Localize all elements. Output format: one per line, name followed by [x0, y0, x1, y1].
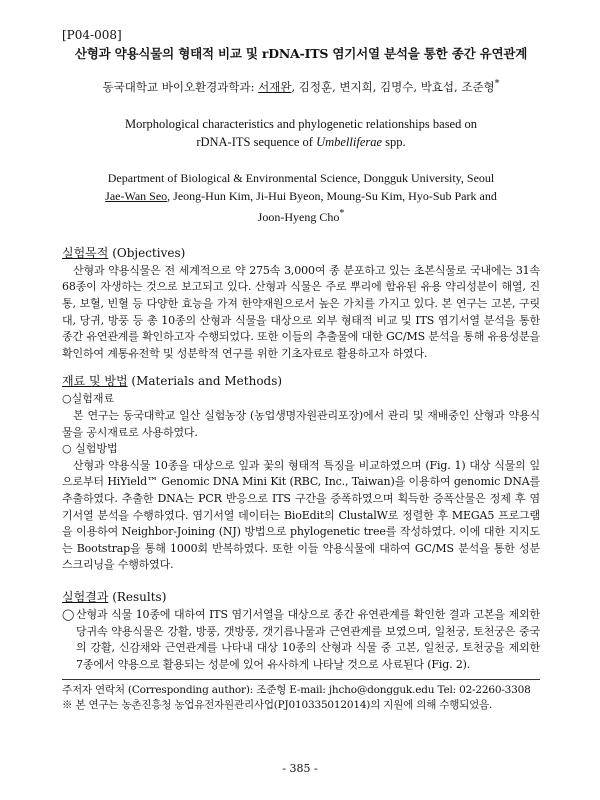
results-text: 산형과 식물 10종에 대하여 ITS 염기서열을 대상으로 종간 유연관계를 확인한 결과 고본을 제외한 당귀속 약용식물은 강활, 방풍, 갯방풍, 갯기름나물과 근연관계를 보였으며, 일천궁, 토천궁은 중국의 강활, 신감채와 근연관계를 나타내 대상 10종의 산형과 식물 중 고본, 일천궁, 토천궁을 제외한 7종에서 약용으로 활용되는 성분에 있어 유사하게 나타날 것으로 사료된다 (Fig. 2).	[76, 607, 540, 671]
affiliation-line1: Department of Biological & Environmental Science, Dongguk University, Seoul	[107, 170, 495, 185]
title-english-line1: Morphological characteristics and phylogenetic relationships based on	[125, 116, 477, 131]
abstract-page	[62, 28, 540, 713]
page-number: - 385 -	[282, 762, 318, 775]
results-heading-ko: 실험결과	[62, 589, 109, 604]
objectives-heading-ko: 실험목적	[62, 245, 109, 260]
funding-note: ※ 본 연구는 농촌진흥청 농업유전자원관리사업(PJ010335012014)의 지원에 의해 수행되었음.	[62, 699, 493, 712]
footer-notes	[62, 679, 540, 713]
results-heading	[62, 588, 540, 605]
methods-heading-ko: 재료 및 방법	[62, 374, 128, 389]
methods-heading-en: (Materials and Methods)	[127, 374, 283, 389]
title-english-line2-suffix: spp.	[382, 134, 406, 149]
affiliation-line3: Joon-Hyeng Cho	[257, 209, 340, 224]
authors-korean-rest: , 김정훈, 변지희, 김명수, 박효섭, 조준형	[291, 79, 495, 94]
corresponding-mark: *	[494, 78, 500, 89]
title-korean: 산형과 약용식물의 형태적 비교 및 rDNA-ITS 염기서열 분석을 통한 종간 유연관계	[74, 46, 528, 61]
methods-procedure-text: 산형과 약용식물 10종을 대상으로 잎과 꽃의 형태적 특징을 비교하였으며 (Fig. 1) 대상 식물의 잎으로부터 HiYield™ Genomic DNA Mini Kit (RBC, Inc., Taiwan)을 이용하여 genomic DNA를 추출하였다. 추출한 DNA는 PCR 반응으로 ITS 구간을 증폭하였으며 획득한 증폭산물은 정제 후 염기서열 분석을 수행하였다. 염기서열 데이터는 BioEdit의 ClustalW로 정렬한 후 MEGA5 프로그램을 이용하여 Neighbor-Joining (NJ) 방법으로 phylogenetic tree를 작성하였다. 이에 대한 지지도는 Bootstrap을 통해 1000회 반복하였다. 또한 이들 약용식물에 대하여 GC/MS 분석을 통한 성분 스크리닝을 수행하였다.	[62, 458, 540, 572]
methods-materials-text: 본 연구는 동국대학교 일산 실험농장 (농업생명자원관리포장)에서 관리 및 재배중인 산형과 약용식물을 공시재료로 사용하였다.	[62, 408, 540, 439]
abstract-code: [P04-008]	[62, 28, 122, 42]
title-english-genus: Umbelliferae	[316, 134, 383, 149]
methods-heading	[62, 372, 540, 389]
objectives-text: 산형과 약용식물은 전 세계적으로 약 275속 3,000여 종 분포하고 있는 초본식물로 국내에는 31속 68종이 자생하는 것으로 보고되고 있다. 산형과 식물은 주로 뿌리에 함유된 유용 약리성분이 해열, 진통, 보혈, 빈혈 등 다양한 효능을 가져 한약재원으로서 높은 가치를 가지고 있다. 본 연구는 고본, 구릿대, 당귀, 방풍 등 총 10종의 산형과 식물을 대상으로 외부 형태적 비교 및 ITS 염기서열 분석을 통한 종간 유연관계를 확인하고자 수행되었다. 또한 이들의 추출물에 대한 GC/MS 분석을 통해 유용성분을 확인하여 계통유전학 및 성분학적 연구를 위한 기초자료로 활용하고자 하였다.	[62, 263, 540, 360]
results-heading-en: (Results)	[108, 589, 167, 604]
first-author-korean: 서재완	[258, 79, 292, 94]
authors-korean-prefix: 동국대학교 바이오환경과학과:	[102, 79, 259, 94]
first-author-english: Jae-Wan Seo	[105, 188, 168, 203]
objectives-heading	[62, 244, 540, 261]
results-bullet-icon: ◯	[62, 607, 75, 621]
corresponding-mark-english: *	[339, 207, 345, 219]
methods-sub-procedure: ○ 실험방법	[62, 442, 118, 456]
results-item	[62, 607, 540, 673]
objectives-heading-en: (Objectives)	[108, 245, 186, 260]
corresponding-author: 주저자 연락처 (Corresponding author): 조준형 E-mail: jhcho@dongguk.edu Tel: 02-2260-3308	[62, 684, 531, 697]
title-english-line2-prefix: rDNA-ITS sequence of	[196, 134, 317, 149]
affiliation-english	[62, 169, 540, 226]
title-english	[62, 115, 540, 151]
affiliation-line2: , Jeong-Hun Kim, Ji-Hui Byeon, Moung-Su Kim, Hyo-Sub Park and	[167, 188, 497, 203]
methods-sub-materials: ○실험재료	[62, 392, 115, 406]
authors-korean	[62, 78, 540, 95]
